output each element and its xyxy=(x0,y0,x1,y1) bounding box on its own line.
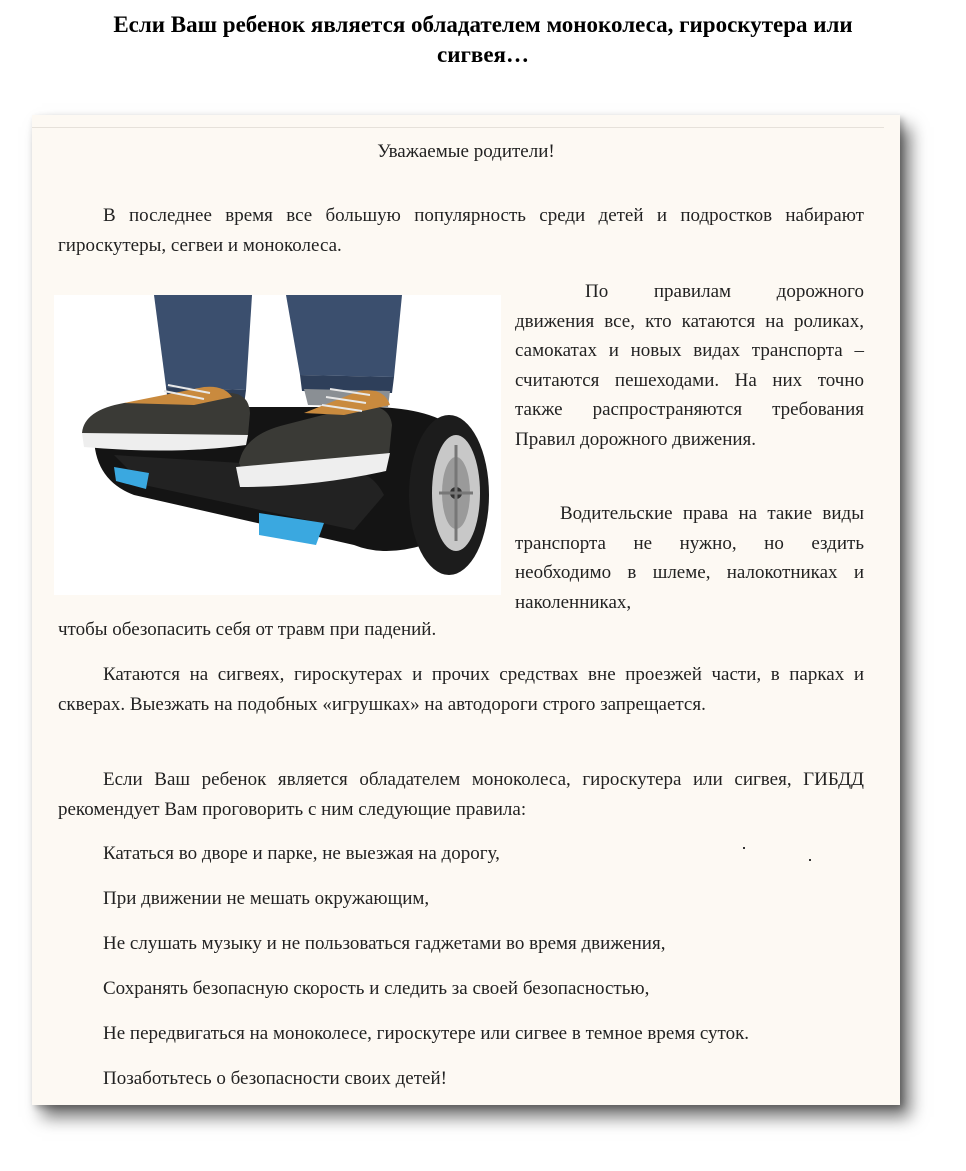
paragraph-where-to-ride: Катаются на сигвеях, гироскутерах и прочих средствах вне проезжей части, в парках и скверах. Выезжать на подобных «игрушках» на автодороги строго запрещается. xyxy=(58,664,864,715)
hoverboard-photo xyxy=(54,295,501,595)
letter-card xyxy=(32,115,900,1105)
rule-item: При движении не мешать окружающим, xyxy=(103,888,430,909)
paragraph-recommendation: Если Ваш ребенок является обладателем моноколеса, гироскутера или сигвея, ГИБДД рекомендует Вам проговорить с ним следующие правила: xyxy=(58,769,864,820)
paragraph-protection-end: чтобы обезопасить себя от травм при падений. xyxy=(58,619,437,640)
stray-dot xyxy=(743,847,745,849)
paragraph-protection-start: Водительские права на такие виды транспорта не нужно, но ездить необходимо в шлеме, налокотниках и наколенниках, xyxy=(515,503,864,613)
page-heading-line-2: сигвея… xyxy=(437,42,529,67)
right-jeans-leg xyxy=(286,295,402,377)
stray-dot xyxy=(809,859,811,861)
rule-item: Не слушать музыку и не пользоваться гаджетами во время движения, xyxy=(103,933,666,954)
paragraph-traffic-rules: По правилам дорожного движения все, кто катаются на роликах, самокатах и новых видах транспорта – считаются пешеходами. На них точно также распространяются требования Правил дорожного движения. xyxy=(515,281,864,450)
paragraph-popularity: В последнее время все большую популярность среди детей и подростков набирают гироскутеры, сегвеи и моноколеса. xyxy=(58,205,864,256)
card-top-divider xyxy=(32,127,884,128)
rule-item: Не передвигаться на моноколесе, гироскутере или сигвее в темное время суток. xyxy=(103,1023,750,1044)
page-heading-line-1: Если Ваш ребенок является обладателем моноколеса, гироскутера или xyxy=(113,12,853,37)
letter-salutation: Уважаемые родители! xyxy=(377,141,555,162)
page-heading xyxy=(40,10,926,70)
rule-item: Сохранять безопасную скорость и следить за своей безопасностью, xyxy=(103,978,650,999)
hoverboard-illustration xyxy=(54,295,501,595)
rule-item: Кататься во дворе и парке, не выезжая на дорогу, xyxy=(103,843,500,864)
closing-line: Позаботьтесь о безопасности своих детей! xyxy=(103,1068,447,1089)
left-jeans-leg xyxy=(154,295,252,390)
